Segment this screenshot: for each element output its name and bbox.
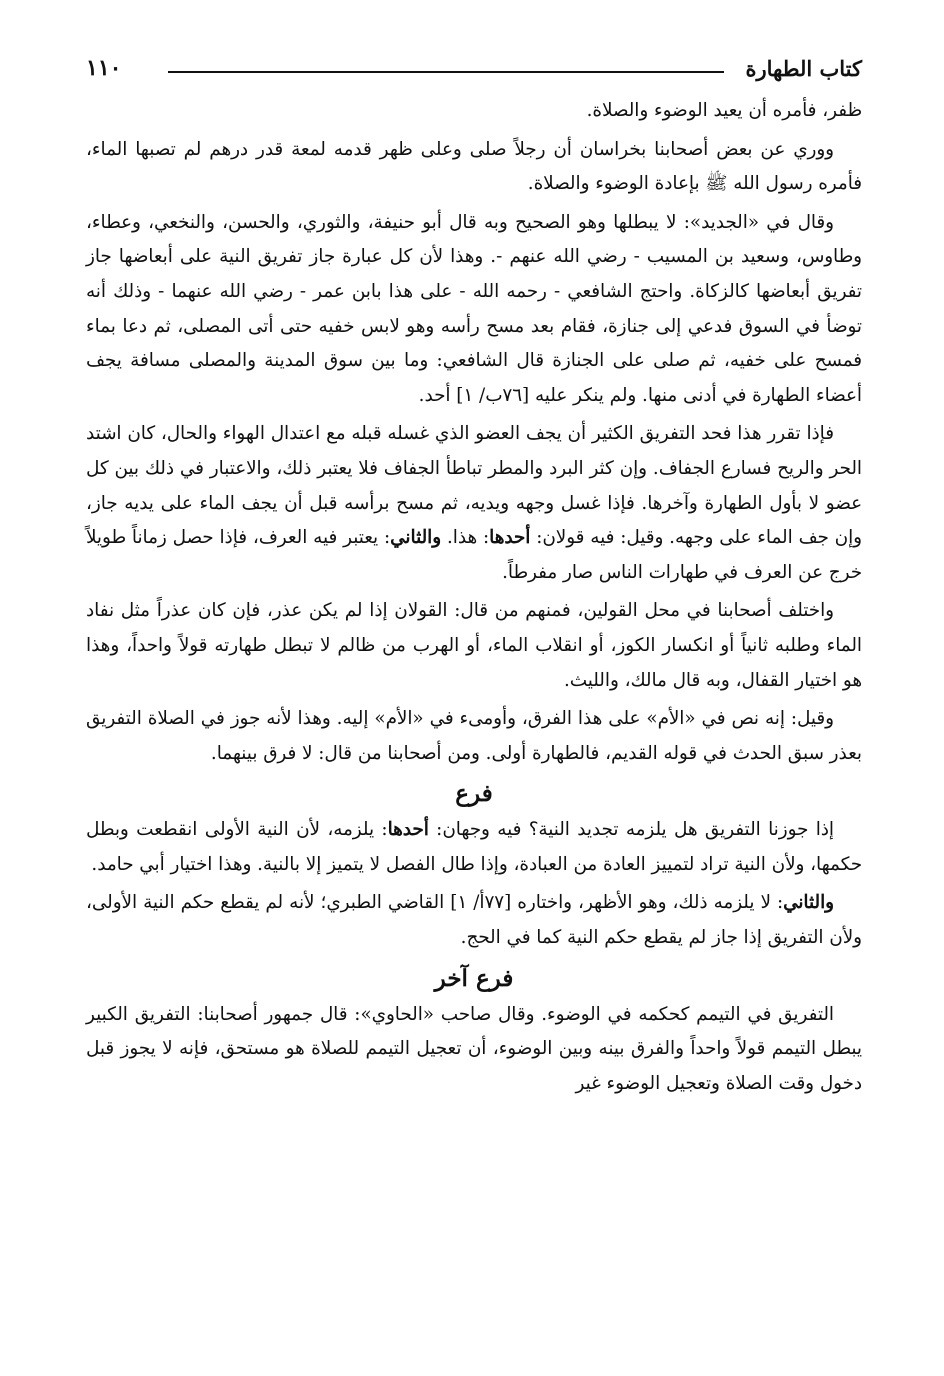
text-run: : يلزمه، لأن النية الأولى انقطعت وبطل حكمها، ولأن النية تراد لتمييز العادة من العبادة، وإذا طال الفصل لا يتميز إلا بالنية. وهذا اختيار أبي حامد.: [86, 819, 862, 875]
paragraph: وقيل: إنه نص في «الأم» على هذا الفرق، وأومىء في «الأم» إليه. وهذا لأنه جوز في الصلاة التفريق بعذر سبق الحدث في قوله القديم، فالطهارة أولى. ومن أصحابنا من قال: لا فرق بينهما.: [86, 708, 862, 764]
page-number: ١١٠: [86, 55, 122, 81]
text-run: إذا جوزنا التفريق هل يلزمه تجديد النية؟ فيه وجهان:: [436, 819, 835, 841]
paragraph: [86, 417, 862, 590]
paragraph: واختلف أصحابنا في محل القولين، فمنهم من قال: القولان إذا لم يكن عذر، فإن كان عذراً مثل نفاد الماء وطلبه ثانياً أو انكسار الكوز، أو انقلاب الماء، أو الهرب من ظالم لا تبطل طهارته قولاً واحداً، وهذا هو اختيار القفال، وبه قال مالك، والليث.: [86, 600, 862, 691]
paragraph-continuation: ظفر، فأمره أن يعيد الوضوء والصلاة.: [586, 100, 862, 121]
text-run: : لا يلزمه ذلك، وهو الأظهر، واختاره [٧٧أ/ ١] القاضي الطبري؛ لأنه لم يقطع حكم النية الأولى، ولأن التفريق إذا جاز لم يقطع حكم النية كما في الحج.: [86, 892, 862, 949]
running-header: [86, 48, 862, 88]
header-rule: [168, 71, 724, 73]
paragraph: [86, 886, 862, 955]
page-body: [86, 94, 862, 1101]
text-run: : يعتبر فيه العرف، فإذا حصل زماناً طويلاً خرج عن العرف في طهارات الناس صار مفرطاً.: [86, 527, 862, 583]
section-heading: فرع آخر: [434, 964, 514, 992]
bold-term: والثاني: [783, 892, 834, 914]
paragraph: وقال في «الجديد»: لا يبطلها وهو الصحيح وبه قال أبو حنيفة، والثوري، والحسن، والنخعي، وعطاء، وطاوس، وسعيد بن المسيب - رضي الله عنهم -. وهذا لأن كل عبارة جاز تفريق النية على أبعاضها جاز تفريق أبعاضها كالزكاة. واحتج الشافعي - رحمه الله - على هذا بابن عمر - رضي الله عنهما - وذلك أنه توضأ في السوق فدعي إلى جنازة، فقام بعد مسح رأسه وهو لابس خفيه حتى أتى المصلى، ثم دعا بماء فمسح على خفيه، ثم صلى على الجنازة قال الشافعي: وما بين سوق المدينة والمصلى مسافة يجف أعضاء الطهارة في أدنى منها. ولم ينكر عليه [٧٦ب/ ١] أحد.: [86, 211, 862, 406]
bold-term: والثاني: [390, 527, 442, 549]
bold-term: أحدها: [489, 527, 531, 549]
paragraph: ووري عن بعض أصحابنا بخراسان أن رجلاً صلى وعلى ظهر قدمه لمعة قدر درهم لم تصبها الماء، فأمره رسول الله ﷺ بإعادة الوضوء والصلاة.: [86, 138, 862, 195]
text-run: فإذا تقرر هذا فحد التفريق الكثير أن يجف العضو الذي غسله قبله مع اعتدال الهواء والحال، كان اشتد الحر والريح فسارع الجفاف. وإن كثر البرد والمطر تباطأ الجفاف فلا يعتبر ذلك، والاعتبار في ذلك بين كل عضو لا بأول الطهارة وآخرها. فإذا غسل وجهه ويديه، ثم مسح برأسه قبل أن يجف الماء على يديه جاز، وإن جف الماء على وجهه. وقيل: فيه قولان:: [86, 423, 863, 549]
bold-term: أحدها: [387, 819, 429, 841]
section-heading: فرع: [455, 780, 493, 808]
text-run: : هذا.: [446, 527, 490, 549]
paragraph: التفريق في التيمم كحكمه في الوضوء. وقال صاحب «الحاوي»: قال جمهور أصحابنا: التفريق الكبير يبطل التيمم قولاً واحداً والفرق بينه وبين الوضوء، أن تعجيل التيمم للصلاة هو مستحق، فإنه لا يجوز قبل دخول وقت الصلاة وتعجيل الوضوء غير: [86, 1003, 862, 1094]
paragraph: [86, 813, 862, 882]
book-title: كتاب الطهارة: [745, 55, 862, 81]
